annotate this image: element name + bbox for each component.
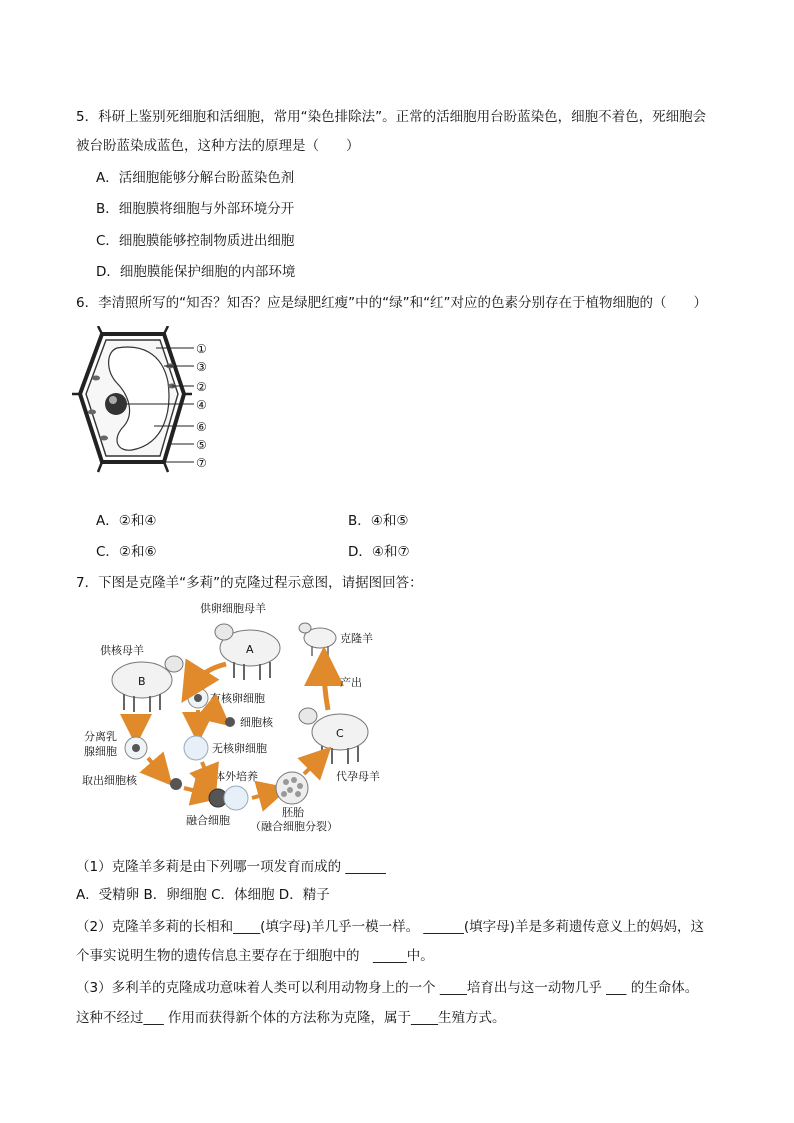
cell-label-5: ⑤ xyxy=(196,438,207,452)
nucleus-donor-label: 供核母羊 xyxy=(100,644,144,657)
q7-sub3-line2: 这种不经过___ 作用而获得新个体的方法称为克隆，属于____生殖方式。 xyxy=(76,1010,506,1026)
nucleus-label: 细胞核 xyxy=(240,716,273,729)
cloning-diagram xyxy=(78,598,400,838)
cell-label-4: ④ xyxy=(196,398,207,412)
sheep-a-letter: A xyxy=(246,643,254,656)
take-nucleus-label: 取出细胞核 xyxy=(82,774,137,787)
embryo-icon xyxy=(276,772,308,804)
embryo-note: （融合细胞分裂） xyxy=(250,820,338,833)
separate-label-2: 腺细胞 xyxy=(84,745,117,758)
sheep-b-icon xyxy=(112,656,183,712)
q7-sub3-line1: （3）多利羊的克隆成功意味着人类可以利用动物身上的一个 ____培育出与这一动物几乎 ___ 的生命体。 xyxy=(76,980,699,996)
enucleated-egg-label: 无核卵细胞 xyxy=(212,742,267,755)
q7-sub1: （1）克隆羊多莉是由下列哪一项发育而成的 ______ xyxy=(76,859,386,875)
cell-label-2: ② xyxy=(196,380,207,394)
q6-option-a[interactable]: A．②和④ xyxy=(96,513,157,529)
sheep-b-letter: B xyxy=(138,675,146,688)
q7-sub2-line1: （2）克隆羊多莉的长相和____(填字母)羊几乎一模一样。 ______(填字母)羊是多莉遗传意义上的妈妈，这 xyxy=(76,919,704,935)
cell-label-6: ⑥ xyxy=(196,420,207,434)
q6-option-b[interactable]: B．④和⑤ xyxy=(348,513,409,529)
fused-cell-label: 融合细胞 xyxy=(186,814,230,827)
sheep-c-letter: C xyxy=(336,727,344,740)
clone-label: 克隆羊 xyxy=(340,632,373,645)
plant-cell-diagram xyxy=(72,326,222,476)
q7-stem: 7．下图是克隆羊“多莉”的克隆过程示意图，请据图回答： xyxy=(76,575,423,591)
cell-label-1: ① xyxy=(196,342,207,356)
q5-option-d[interactable]: D．细胞膜能保护细胞的内部环境 xyxy=(96,264,296,280)
q7-sub2-line2: 个事实说明生物的遗传信息主要存在于细胞中的 _____中。 xyxy=(76,948,434,964)
q6-stem: 6．李清照所写的“知否？知否？应是绿肥红瘦”中的“绿”和“红”对应的色素分别存在于植物细胞的（ ） xyxy=(76,295,708,311)
embryo-label: 胚胎 xyxy=(282,806,304,819)
egg-arrow xyxy=(192,664,226,686)
q7-sub1-options: A．受精卵 B．卵细胞 C．体细胞 D．精子 xyxy=(76,887,330,903)
q5-option-b[interactable]: B．细胞膜将细胞与外部环境分开 xyxy=(96,201,295,217)
egg-donor-label: 供卵细胞母羊 xyxy=(200,602,266,615)
surrogate-label: 代孕母羊 xyxy=(336,770,380,783)
culture-label: 体外培养 xyxy=(214,770,258,783)
cell-label-7: ⑦ xyxy=(196,456,207,470)
q5-option-c[interactable]: C．细胞膜能够控制物质进出细胞 xyxy=(96,233,295,249)
q6-option-c[interactable]: C．②和⑥ xyxy=(96,544,157,560)
born-label: 产出 xyxy=(340,676,362,689)
sheep-c-icon xyxy=(299,708,368,764)
nucleated-egg-label: 有核卵细胞 xyxy=(210,692,265,705)
born-arrow xyxy=(324,666,328,710)
q6-option-d[interactable]: D．④和⑦ xyxy=(348,544,410,560)
cell-label-3: ③ xyxy=(196,360,207,374)
sheep-a-icon xyxy=(215,624,280,680)
clone-sheep-icon xyxy=(299,623,336,656)
q5-option-a[interactable]: A．活细胞能够分解台盼蓝染色剂 xyxy=(96,170,295,186)
q5-stem-line1: 5．科研上鉴别死细胞和活细胞，常用“染色排除法”。正常的活细胞用台盼蓝染色，细胞不着色，死细胞会 xyxy=(76,109,707,125)
q5-stem-line2: 被台盼蓝染成蓝色，这种方法的原理是（ ） xyxy=(76,138,360,154)
separate-label-1: 分离乳 xyxy=(84,730,117,743)
